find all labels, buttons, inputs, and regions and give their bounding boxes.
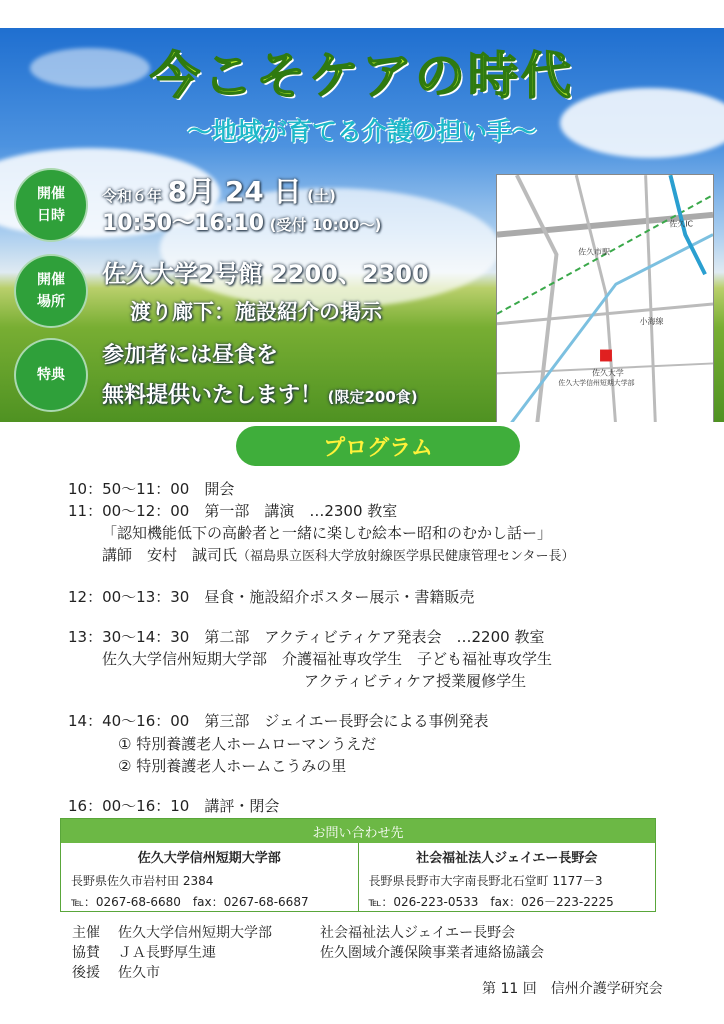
program-item: 16：00～16：10 講評・閉会 [68,797,280,815]
program-item: 佐久大学信州短期大学部 介護福祉専攻学生 子ども福祉専攻学生 [102,650,553,668]
program-item: 14：40～16：00 第三部 ジェイエー長野会による事例発表 [68,712,489,730]
bonus-note: (限定200食) [327,388,418,406]
map-label-college: 佐久大学信州短期大学部 [558,379,635,388]
contact-right-tel: ℡：026-223-0533 fax：026－223-2225 [368,895,614,909]
bonus-line-1: 参加者には昼食を [102,343,279,368]
map-label-ic: 佐久IC [669,219,694,229]
bonus-line-2: 無料提供いたします！ (限定200食) [102,383,418,408]
footer-organizer: 第 11 回 信州介護学研究会 [482,981,663,997]
program-banner: プログラム [236,426,520,466]
program-item: ① 特別養護老人ホームローマンうえだ [118,735,377,753]
program-item: 「認知機能低下の高齢者と一緒に楽しむ絵本ー昭和のむかし話ー」 [102,524,553,542]
backing-label: 後援 [72,965,100,981]
contact-left-org: 佐久大学信州短期大学部 [137,851,281,866]
lecturer-affiliation: （福島県立医科大学放射線医学県民健康管理センター長） [237,549,575,564]
date-day: (土) [307,187,336,205]
map-label-station: 佐久市駅 [578,247,610,257]
map-label-line: 小海線 [639,316,664,326]
date-prefix: 令和６年 [102,187,163,205]
host-1: 佐久大学信州短期大学部 [118,925,272,941]
venue-sub: 渡り廊下：施設紹介の掲示 [130,300,382,324]
lecturer-name: 講師 安村 誠司氏 [102,546,238,564]
venue-badge: 開催 場所 [14,254,88,328]
contact-left-tel: ℡：0267-68-6680 fax：0267-68-6687 [71,895,309,909]
backing-1: 佐久市 [118,965,160,981]
support-label: 協賛 [72,945,100,961]
event-date [102,170,336,210]
date-badge: 開催 日時 [14,168,88,242]
contact-right [358,843,656,911]
contact-table [60,818,656,912]
program-item: 10：50～11：00 開会 [68,480,235,498]
venue-main: 佐久大学2号館 2200、2300 [102,260,429,288]
contact-left-address: 長野県佐久市岩村田 2384 [71,874,214,888]
host-label: 主催 [72,925,100,941]
program-item: 12：00～13：30 昼食・施設紹介ポスター展示・書籍販売 [68,588,475,606]
contact-header: お問い合わせ先 [61,819,655,843]
access-map [496,174,714,422]
program-item: アクティビティケア授業履修学生 [304,672,527,690]
time-main: 10:50～16:10 [102,211,265,236]
program-item: 11：00～12：00 第一部 講演 …2300 教室 [68,502,398,520]
program-item: ② 特別養護老人ホームこうみの里 [118,757,347,775]
event-title: 今こそケアの時代 [150,47,574,105]
date-main: 8月 24 日 [167,175,302,208]
event-time [102,206,381,237]
program-item [102,544,575,565]
map-label-university: 佐久大学 [592,368,624,378]
support-1: ＪＡ長野厚生連 [118,945,216,961]
support-2: 佐久圏域介護保険事業者連絡協議会 [320,945,544,961]
program-item: 13：30～14：30 第二部 アクティビティケア発表会 …2200 教室 [68,628,545,646]
access-map-drawing [497,175,713,422]
hero-banner [0,28,724,422]
time-note: (受付 10:00～) [269,216,382,234]
contact-right-org: 社会福祉法人ジェイエー長野会 [416,851,598,866]
host-2: 社会福祉法人ジェイエー長野会 [320,925,516,941]
contact-right-address: 長野県長野市大字南長野北石堂町 1177－3 [368,874,603,888]
bonus-badge: 特典 [14,338,88,412]
contact-left [61,843,358,911]
event-subtitle: ～地域が育てる介護の担い手～ [186,117,537,146]
